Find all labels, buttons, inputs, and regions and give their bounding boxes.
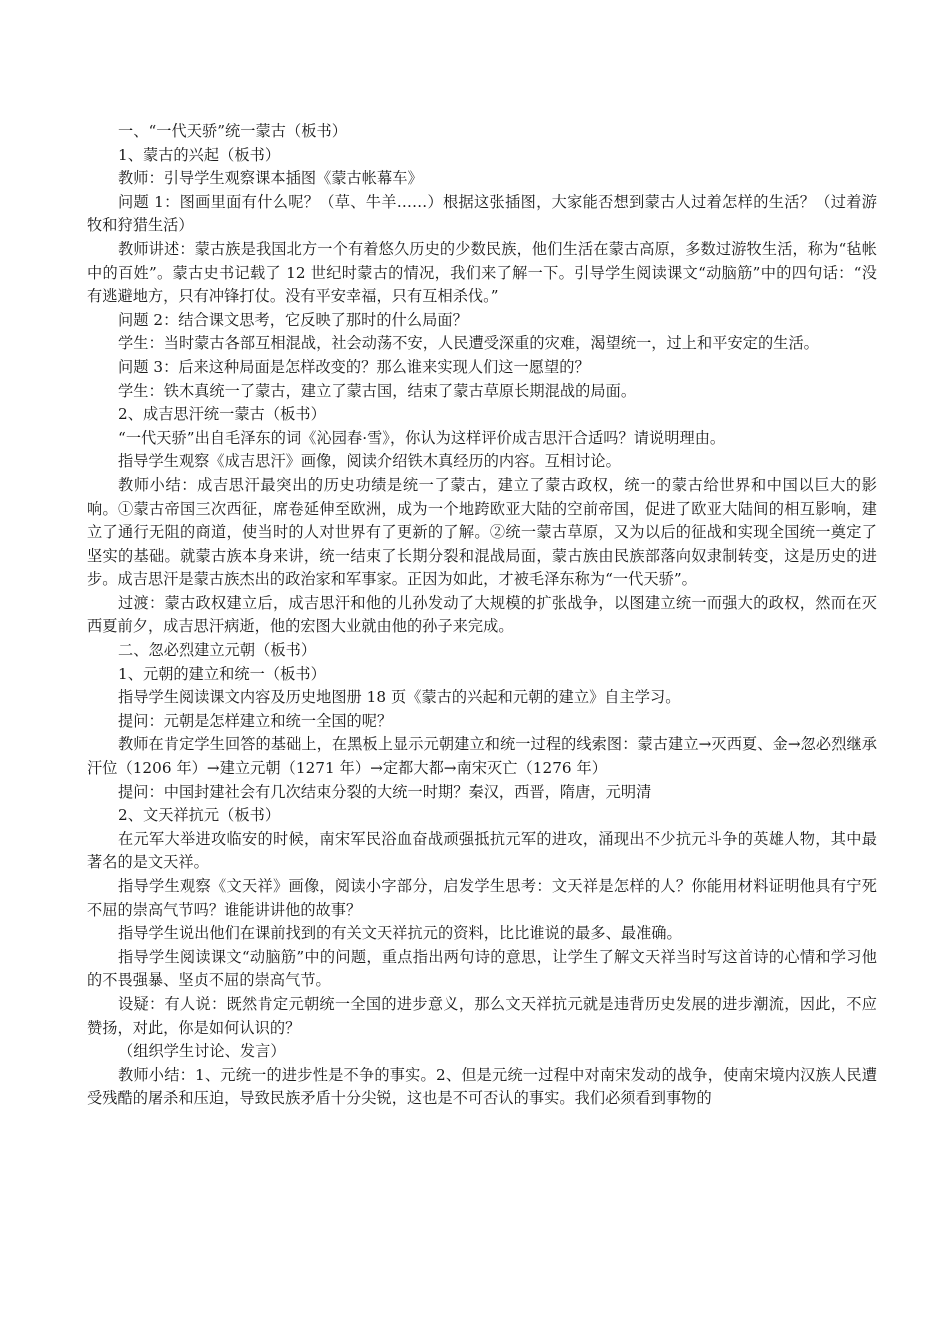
paragraph: 学生：铁木真统一了蒙古，建立了蒙古国，结束了蒙古草原长期混战的局面。 <box>118 381 637 400</box>
paragraph: 教师讲述：蒙古族是我国北方一个有着悠久历史的少数民族，他们生活在蒙古高原，多数过游牧生活，称为“毡帐中的百姓”。蒙古史书记载了 12 世纪时蒙古的情况，我们来了解一下。引导学生阅读课文“动脑筋”中的四句话：“没有逃避地方，只有冲锋打仗。没有平安幸福，只有互相杀伐。” <box>87 239 877 306</box>
paragraph: 指导学生说出他们在课前找到的有关文天祥抗元的资料，比比谁说的最多、最准确。 <box>118 924 682 943</box>
document-body <box>87 120 877 1111</box>
heading-section-1: 一、“一代天骄”统一蒙古（板书） <box>118 122 347 140</box>
paragraph: 指导学生观察《成吉思汗》画像，阅读介绍铁木真经历的内容。互相讨论。 <box>118 452 621 471</box>
paragraph: 学生：当时蒙古各部互相混战，社会动荡不安，人民遭受深重的灾难，渴望统一，过上和平安定的生活。 <box>118 334 819 353</box>
subheading-mongol-rise: 1、蒙古的兴起（板书） <box>118 145 281 164</box>
paragraph: 提问：元朝是怎样建立和统一全国的呢？ <box>118 711 393 730</box>
heading-section-2: 二、忽必烈建立元朝（板书） <box>118 641 317 660</box>
subheading-yuan-founding: 1、元朝的建立和统一（板书） <box>118 664 326 683</box>
paragraph: 教师小结：成吉思汗最突出的历史功绩是统一了蒙古，建立了蒙古政权，统一的蒙古给世界和中国以巨大的影响。①蒙古帝国三次西征，席卷延伸至欧洲，成为一个地跨欧亚大陆的空前帝国，促进了欧亚大陆间的相互影响，建立了通行无阻的商道，使当时的人对世界有了更新的了解。②统一蒙古草原，又为以后的征战和实现全国统一奠定了坚实的基础。就蒙古族本身来讲，统一结束了长期分裂和混战局面，蒙古族由民族部落向奴隶制转变，这是历史的进步。成吉思汗是蒙古族杰出的政治家和军事家。正因为如此，才被毛泽东称为“一代天骄”。 <box>87 475 877 589</box>
paragraph: 指导学生阅读课文内容及历史地图册 18 页《蒙古的兴起和元朝的建立》自主学习。 <box>118 688 681 707</box>
paragraph: 问题 3：后来这种局面是怎样改变的？那么谁来实现人们这一愿望的？ <box>118 357 590 376</box>
paragraph: 过渡：蒙古政权建立后，成吉思汗和他的儿孙发动了大规模的扩张战争，以图建立统一而强大的政权，然而在灭西夏前夕，成吉思汗病逝，他的宏图大业就由他的孙子来完成。 <box>87 593 877 636</box>
paragraph: 问题 2：结合课文思考，它反映了那时的什么局面？ <box>118 310 468 329</box>
subheading-wen-tianxiang: 2、文天祥抗元（板书） <box>118 806 281 825</box>
paragraph: 问题 1：图画里面有什么呢？（草、牛羊……）根据这张插图，大家能否想到蒙古人过着怎样的生活？（过着游牧和狩猎生活） <box>87 192 877 235</box>
paragraph: 提问：中国封建社会有几次结束分裂的大统一时期？秦汉，西晋，隋唐，元明清 <box>118 782 652 801</box>
paragraph: （组织学生讨论、发言） <box>118 1042 286 1061</box>
paragraph: 教师在肯定学生回答的基础上，在黑板上显示元朝建立和统一过程的线索图：蒙古建立→灭西夏、金→忽必烈继承汗位（1206 年）→建立元朝（1271 年）→定都大都→南宋灭亡（1276 年） <box>87 735 877 778</box>
paragraph: 设疑：有人说：既然肯定元朝统一全国的进步意义，那么文天祥抗元就是违背历史发展的进步潮流，因此，不应赞扬，对此，你是如何认识的？ <box>87 994 877 1037</box>
subheading-genghis-unify: 2、成吉思汗统一蒙古（板书） <box>118 405 326 424</box>
paragraph: 指导学生观察《文天祥》画像，阅读小字部分，启发学生思考：文天祥是怎样的人？你能用材料证明他具有宁死不屈的崇高气节吗？谁能讲讲他的故事？ <box>87 877 877 919</box>
paragraph: 在元军大举进攻临安的时候，南宋军民浴血奋战顽强抵抗元军的进攻，涌现出不少抗元斗争的英雄人物，其中最著名的是文天祥。 <box>87 829 877 872</box>
paragraph: 教师小结：1、元统一的进步性是不争的事实。2、但是元统一过程中对南宋发动的战争，使南宋境内汉族人民遭受残酷的屠杀和压迫，导致民族矛盾十分尖锐，这也是不可否认的事实。我们必须看到事物的 <box>87 1065 877 1108</box>
paragraph: 教师：引导学生观察课本插图《蒙古帐幕车》 <box>118 169 423 188</box>
paragraph: “一代天骄”出自毛泽东的词《沁园春·雪》，你认为这样评价成吉思汗合适吗？请说明理由。 <box>118 428 726 447</box>
paragraph: 指导学生阅读课文“动脑筋”中的问题，重点指出两句诗的意思，让学生了解文天祥当时写这首诗的心情和学习他的不畏强暴、坚贞不屈的崇高气节。 <box>87 947 877 990</box>
